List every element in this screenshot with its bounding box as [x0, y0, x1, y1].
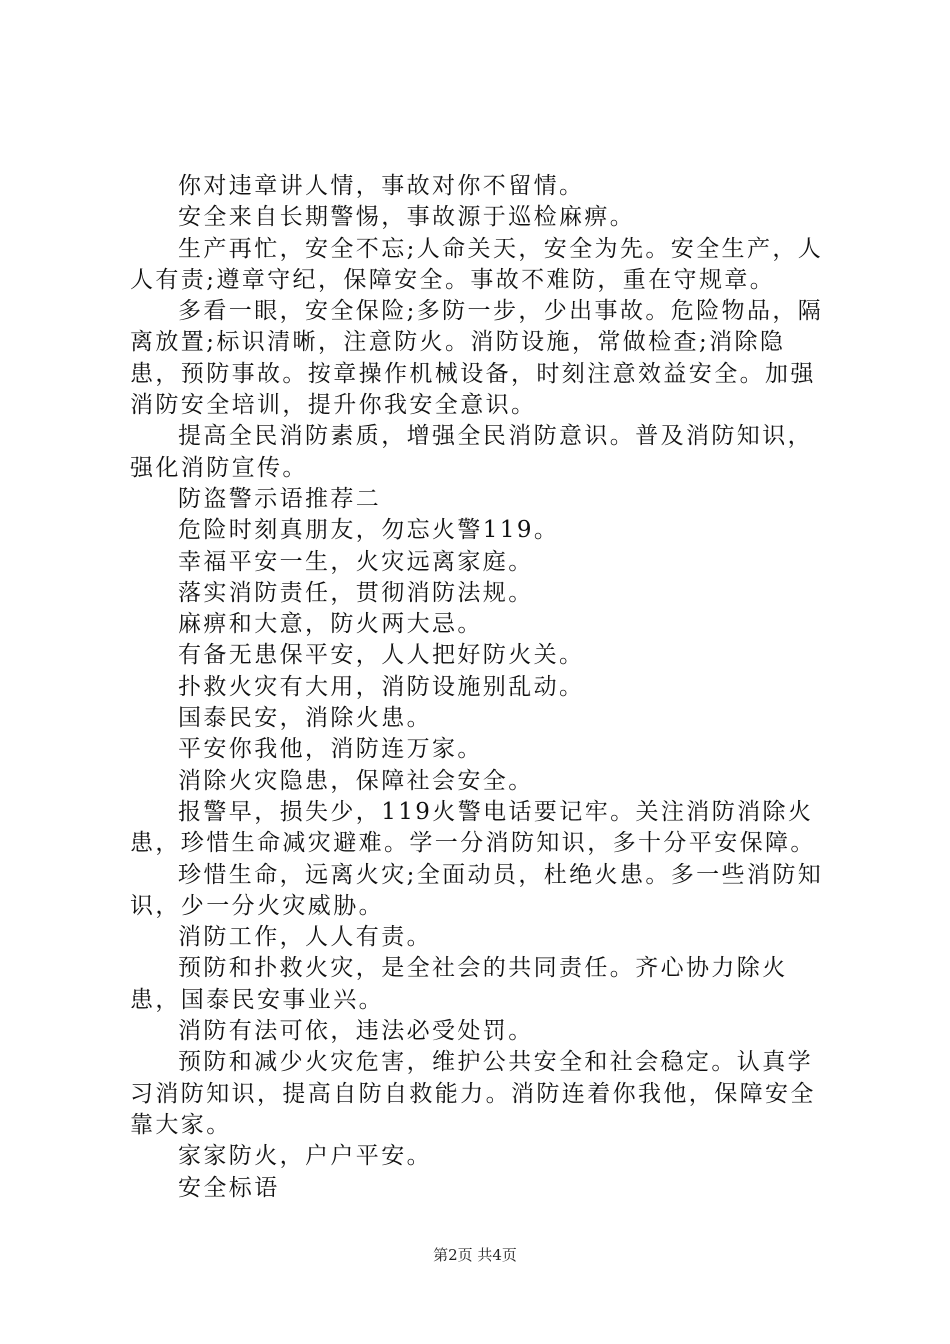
paragraph: 扑救火灾有大用，消防设施别乱动。	[178, 673, 585, 700]
paragraph: 消防有法可依，违法必受处罚。	[178, 1018, 534, 1045]
paragraph: 生产再忙，安全不忘;人命关天，安全为先。安全生产，人人有责;遵章守纪，保障安全。事故不难防，重在守规章。	[130, 235, 824, 293]
paragraph: 珍惜生命，远离火灾;全面动员，杜绝火患。多一些消防知识，少一分火灾威胁。	[130, 861, 824, 919]
paragraph: 预防和扑救火灾，是全社会的共同责任。齐心协力除火患，国泰民安事业兴。	[130, 955, 788, 1013]
paragraph: 家家防火，户户平安。	[178, 1143, 432, 1170]
paragraph: 预防和减少火灾危害，维护公共安全和社会稳定。认真学习消防知识，提高自防自救能力。消防连着你我他，保障安全靠大家。	[130, 1049, 816, 1138]
paragraph: 危险时刻真朋友，勿忘火警119。	[178, 517, 560, 544]
paragraph: 提高全民消防素质，增强全民消防意识。普及消防知识，强化消防宣传。	[130, 423, 813, 481]
paragraph: 你对违章讲人情，事故对你不留情。	[178, 173, 585, 199]
paragraph: 有备无患保平安，人人把好防火关。	[178, 642, 585, 669]
paragraph: 平安你我他，消防连万家。	[178, 736, 483, 763]
paragraph: 国泰民安，消除火患。	[178, 705, 432, 732]
paragraph: 麻痹和大意，防火两大忌。	[178, 611, 483, 638]
paragraph: 安全来自长期警惕，事故源于巡检麻痹。	[178, 204, 636, 231]
paragraph: 消防工作，人人有责。	[178, 924, 432, 951]
paragraph: 落实消防责任，贯彻消防法规。	[178, 579, 534, 606]
paragraph: 多看一眼，安全保险;多防一步，少出事故。危险物品，隔离放置;标识清晰，注意防火。消防设施，常做检查;消除隐患，预防事故。按章操作机械设备，时刻注意效益安全。加强消防安全培训，提升你我安全意识。	[130, 298, 824, 419]
paragraph: 幸福平安一生，火灾远离家庭。	[178, 548, 534, 575]
section-heading: 防盗警示语推荐二	[178, 485, 382, 512]
page-footer: 第2页 共4页	[433, 1246, 517, 1264]
paragraph: 消除火灾隐患，保障社会安全。	[178, 767, 534, 794]
paragraph: 报警早，损失少，119火警电话要记牢。关注消防消除火患，珍惜生命减灾避难。学一分消防知识，多十分平安保障。	[130, 798, 816, 857]
section-heading: 安全标语	[178, 1174, 280, 1201]
document-body	[130, 171, 830, 1204]
